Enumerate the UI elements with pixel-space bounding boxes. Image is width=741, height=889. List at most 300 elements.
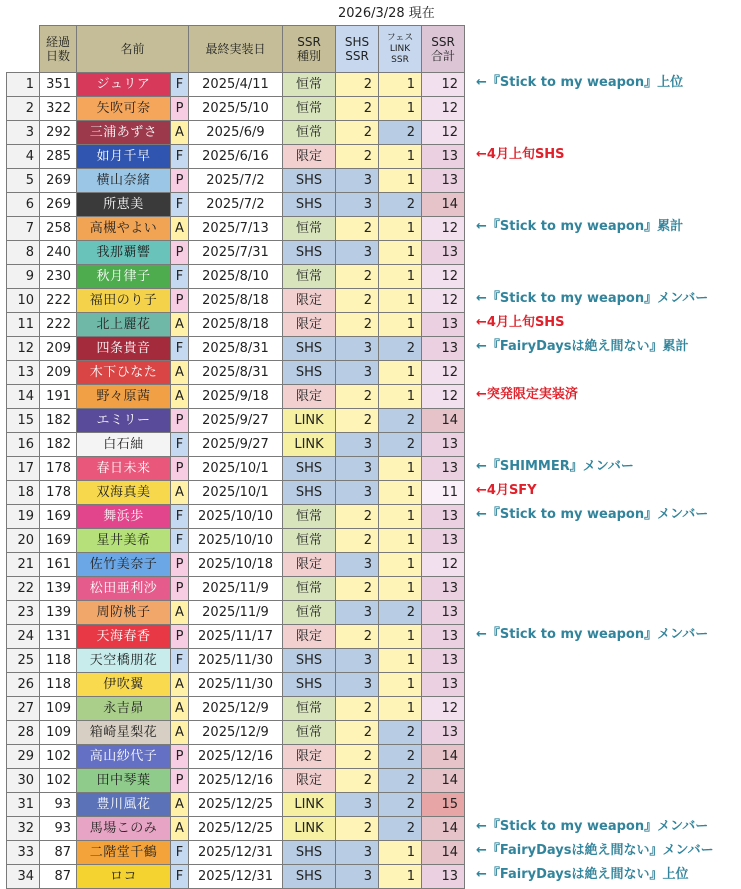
- table-row: [7, 865, 465, 889]
- elapsed-days-cell: 109: [40, 721, 77, 745]
- type-cell: A: [171, 481, 189, 505]
- ssr-total-cell: 12: [422, 697, 465, 721]
- elapsed-days-cell: 209: [40, 337, 77, 361]
- type-cell: A: [171, 121, 189, 145]
- elapsed-days-cell: 93: [40, 793, 77, 817]
- header-shs-ssr: SHS SSR: [336, 26, 379, 73]
- elapsed-days-cell: 222: [40, 313, 77, 337]
- table-row: [7, 169, 465, 193]
- type-cell: F: [171, 841, 189, 865]
- ssr-type-cell: 恒常: [283, 529, 336, 553]
- name-cell: 高槻やよい: [77, 217, 171, 241]
- ssr-total-cell: 13: [422, 145, 465, 169]
- fes-link-ssr-cell: 1: [379, 697, 422, 721]
- shs-ssr-cell: 2: [336, 505, 379, 529]
- elapsed-days-cell: 109: [40, 697, 77, 721]
- table-row: [7, 241, 465, 265]
- table-row: [7, 193, 465, 217]
- type-cell: P: [171, 457, 189, 481]
- shs-ssr-cell: 3: [336, 457, 379, 481]
- ssr-total-cell: 12: [422, 121, 465, 145]
- as-of-date: 2026/3/28 現在: [338, 6, 435, 21]
- table-row: [7, 721, 465, 745]
- last-date-cell: 2025/4/11: [189, 73, 283, 97]
- table-row: [7, 433, 465, 457]
- row-index: 25: [7, 649, 40, 673]
- ssr-total-cell: 12: [422, 553, 465, 577]
- name-cell: 永吉昴: [77, 697, 171, 721]
- ssr-type-cell: 限定: [283, 553, 336, 577]
- row-index: 14: [7, 385, 40, 409]
- elapsed-days-cell: 351: [40, 73, 77, 97]
- fes-link-ssr-cell: 1: [379, 841, 422, 865]
- elapsed-days-cell: 102: [40, 769, 77, 793]
- shs-ssr-cell: 2: [336, 217, 379, 241]
- fes-link-ssr-cell: 2: [379, 601, 422, 625]
- name-cell: 伊吹翼: [77, 673, 171, 697]
- row-index: 28: [7, 721, 40, 745]
- shs-ssr-cell: 3: [336, 793, 379, 817]
- shs-ssr-cell: 2: [336, 625, 379, 649]
- ssr-total-cell: 12: [422, 265, 465, 289]
- row-index: 18: [7, 481, 40, 505]
- shs-ssr-cell: 3: [336, 481, 379, 505]
- last-date-cell: 2025/11/30: [189, 673, 283, 697]
- elapsed-days-cell: 269: [40, 193, 77, 217]
- ssr-total-cell: 13: [422, 241, 465, 265]
- last-date-cell: 2025/9/27: [189, 433, 283, 457]
- elapsed-days-cell: 240: [40, 241, 77, 265]
- shs-ssr-cell: 2: [336, 289, 379, 313]
- row-index: 19: [7, 505, 40, 529]
- elapsed-days-cell: 178: [40, 457, 77, 481]
- type-cell: F: [171, 505, 189, 529]
- type-cell: A: [171, 721, 189, 745]
- elapsed-days-cell: 161: [40, 553, 77, 577]
- name-cell: 秋月律子: [77, 265, 171, 289]
- elapsed-days-cell: 178: [40, 481, 77, 505]
- last-date-cell: 2025/10/1: [189, 481, 283, 505]
- row-note: ←『Stick to my weapon』メンバー: [476, 819, 709, 834]
- ssr-type-cell: SHS: [283, 169, 336, 193]
- row-note: ←4月上旬SHS: [476, 315, 565, 330]
- table-row: [7, 769, 465, 793]
- row-index: 2: [7, 97, 40, 121]
- shs-ssr-cell: 3: [336, 553, 379, 577]
- table-row: [7, 553, 465, 577]
- row-note: ←4月上旬SHS: [476, 147, 565, 162]
- type-cell: P: [171, 169, 189, 193]
- table-row: [7, 313, 465, 337]
- row-index: 3: [7, 121, 40, 145]
- table-row: [7, 265, 465, 289]
- last-date-cell: 2025/10/10: [189, 529, 283, 553]
- ssr-total-cell: 14: [422, 745, 465, 769]
- name-cell: 豊川風花: [77, 793, 171, 817]
- type-cell: A: [171, 793, 189, 817]
- name-cell: 矢吹可奈: [77, 97, 171, 121]
- ssr-total-cell: 13: [422, 433, 465, 457]
- ssr-total-cell: 14: [422, 817, 465, 841]
- last-date-cell: 2025/12/25: [189, 793, 283, 817]
- ssr-total-cell: 13: [422, 169, 465, 193]
- row-index: 8: [7, 241, 40, 265]
- fes-link-ssr-cell: 2: [379, 409, 422, 433]
- name-cell: 箱崎星梨花: [77, 721, 171, 745]
- elapsed-days-cell: 139: [40, 577, 77, 601]
- elapsed-days-cell: 258: [40, 217, 77, 241]
- ssr-type-cell: SHS: [283, 865, 336, 889]
- header-row: [7, 26, 465, 73]
- header-days: 経過 日数: [40, 26, 77, 73]
- shs-ssr-cell: 3: [336, 361, 379, 385]
- fes-link-ssr-cell: 2: [379, 721, 422, 745]
- row-index: 32: [7, 817, 40, 841]
- table-row: [7, 697, 465, 721]
- row-index: 27: [7, 697, 40, 721]
- ssr-total-cell: 12: [422, 385, 465, 409]
- row-note: ←『SHIMMER』メンバー: [476, 459, 634, 474]
- type-cell: A: [171, 217, 189, 241]
- ssr-type-cell: 限定: [283, 289, 336, 313]
- name-cell: 天海春香: [77, 625, 171, 649]
- name-cell: 野々原茜: [77, 385, 171, 409]
- fes-link-ssr-cell: 1: [379, 865, 422, 889]
- name-cell: 馬場このみ: [77, 817, 171, 841]
- ssr-type-cell: 恒常: [283, 73, 336, 97]
- table-row: [7, 793, 465, 817]
- header-name: 名前: [77, 26, 189, 73]
- elapsed-days-cell: 182: [40, 433, 77, 457]
- row-index: 33: [7, 841, 40, 865]
- last-date-cell: 2025/12/16: [189, 769, 283, 793]
- fes-link-ssr-cell: 1: [379, 169, 422, 193]
- last-date-cell: 2025/11/30: [189, 649, 283, 673]
- row-index: 31: [7, 793, 40, 817]
- table-row: [7, 97, 465, 121]
- row-index: 9: [7, 265, 40, 289]
- ssr-total-cell: 13: [422, 721, 465, 745]
- type-cell: P: [171, 289, 189, 313]
- fes-link-ssr-cell: 2: [379, 433, 422, 457]
- ssr-total-cell: 13: [422, 673, 465, 697]
- ssr-total-cell: 12: [422, 97, 465, 121]
- row-note: ←『FairyDaysは絶え間ない』上位: [476, 867, 689, 882]
- shs-ssr-cell: 2: [336, 265, 379, 289]
- table-row: [7, 121, 465, 145]
- ssr-type-cell: 限定: [283, 625, 336, 649]
- row-note: ←4月SFY: [476, 483, 537, 498]
- type-cell: A: [171, 697, 189, 721]
- ssr-total-cell: 12: [422, 361, 465, 385]
- row-index: 16: [7, 433, 40, 457]
- ssr-type-cell: SHS: [283, 337, 336, 361]
- ssr-total-cell: 14: [422, 841, 465, 865]
- row-index: 10: [7, 289, 40, 313]
- row-index: 22: [7, 577, 40, 601]
- type-cell: A: [171, 361, 189, 385]
- elapsed-days-cell: 87: [40, 865, 77, 889]
- ssr-total-cell: 15: [422, 793, 465, 817]
- name-cell: 松田亜利沙: [77, 577, 171, 601]
- fes-link-ssr-cell: 1: [379, 625, 422, 649]
- shs-ssr-cell: 2: [336, 721, 379, 745]
- ssr-total-cell: 13: [422, 865, 465, 889]
- elapsed-days-cell: 102: [40, 745, 77, 769]
- last-date-cell: 2025/7/2: [189, 169, 283, 193]
- name-cell: 如月千早: [77, 145, 171, 169]
- type-cell: A: [171, 817, 189, 841]
- elapsed-days-cell: 269: [40, 169, 77, 193]
- shs-ssr-cell: 3: [336, 169, 379, 193]
- last-date-cell: 2025/11/9: [189, 577, 283, 601]
- name-cell: ロコ: [77, 865, 171, 889]
- fes-link-ssr-cell: 2: [379, 793, 422, 817]
- fes-link-ssr-cell: 1: [379, 241, 422, 265]
- header-fes-link-ssr: フェス LINK SSR: [379, 26, 422, 73]
- ssr-type-cell: SHS: [283, 457, 336, 481]
- ssr-type-cell: LINK: [283, 817, 336, 841]
- header-ssr-type: SSR 種別: [283, 26, 336, 73]
- table-row: [7, 673, 465, 697]
- ssr-total-cell: 13: [422, 337, 465, 361]
- row-index: 12: [7, 337, 40, 361]
- table-row: [7, 625, 465, 649]
- shs-ssr-cell: 3: [336, 865, 379, 889]
- name-cell: 白石紬: [77, 433, 171, 457]
- type-cell: P: [171, 409, 189, 433]
- type-cell: A: [171, 601, 189, 625]
- fes-link-ssr-cell: 1: [379, 505, 422, 529]
- ssr-total-cell: 13: [422, 505, 465, 529]
- elapsed-days-cell: 139: [40, 601, 77, 625]
- last-date-cell: 2025/9/27: [189, 409, 283, 433]
- ssr-type-cell: SHS: [283, 841, 336, 865]
- ssr-type-cell: SHS: [283, 193, 336, 217]
- row-index: 29: [7, 745, 40, 769]
- last-date-cell: 2025/8/10: [189, 265, 283, 289]
- shs-ssr-cell: 2: [336, 745, 379, 769]
- table-row: [7, 505, 465, 529]
- ssr-type-cell: 恒常: [283, 601, 336, 625]
- elapsed-days-cell: 118: [40, 649, 77, 673]
- type-cell: F: [171, 649, 189, 673]
- row-index: 26: [7, 673, 40, 697]
- ssr-type-cell: 限定: [283, 769, 336, 793]
- shs-ssr-cell: 2: [336, 409, 379, 433]
- fes-link-ssr-cell: 2: [379, 817, 422, 841]
- elapsed-days-cell: 209: [40, 361, 77, 385]
- table-row: [7, 73, 465, 97]
- table-row: [7, 289, 465, 313]
- fes-link-ssr-cell: 1: [379, 457, 422, 481]
- ssr-type-cell: 限定: [283, 745, 336, 769]
- header-ssr-total: SSR 合計: [422, 26, 465, 73]
- header-last-date: 最終実装日: [189, 26, 283, 73]
- row-index: 4: [7, 145, 40, 169]
- elapsed-days-cell: 118: [40, 673, 77, 697]
- row-index: 7: [7, 217, 40, 241]
- table-row: [7, 577, 465, 601]
- name-cell: 福田のり子: [77, 289, 171, 313]
- row-note: ←『Stick to my weapon』上位: [476, 75, 684, 90]
- ssr-type-cell: SHS: [283, 673, 336, 697]
- elapsed-days-cell: 230: [40, 265, 77, 289]
- table-row: [7, 385, 465, 409]
- fes-link-ssr-cell: 1: [379, 385, 422, 409]
- last-date-cell: 2025/7/2: [189, 193, 283, 217]
- shs-ssr-cell: 3: [336, 337, 379, 361]
- ssr-type-cell: 恒常: [283, 265, 336, 289]
- ssr-total-cell: 13: [422, 649, 465, 673]
- ssr-type-cell: 限定: [283, 145, 336, 169]
- shs-ssr-cell: 3: [336, 241, 379, 265]
- fes-link-ssr-cell: 1: [379, 481, 422, 505]
- type-cell: P: [171, 577, 189, 601]
- shs-ssr-cell: 2: [336, 769, 379, 793]
- shs-ssr-cell: 3: [336, 433, 379, 457]
- row-index: 15: [7, 409, 40, 433]
- ssr-type-cell: LINK: [283, 793, 336, 817]
- name-cell: ジュリア: [77, 73, 171, 97]
- ssr-type-cell: 限定: [283, 313, 336, 337]
- table-row: [7, 529, 465, 553]
- row-note: ←『Stick to my weapon』メンバー: [476, 627, 709, 642]
- row-index: 6: [7, 193, 40, 217]
- last-date-cell: 2025/12/9: [189, 721, 283, 745]
- table-row: [7, 841, 465, 865]
- fes-link-ssr-cell: 1: [379, 145, 422, 169]
- ssr-total-cell: 13: [422, 529, 465, 553]
- fes-link-ssr-cell: 1: [379, 529, 422, 553]
- ssr-type-cell: SHS: [283, 481, 336, 505]
- fes-link-ssr-cell: 1: [379, 97, 422, 121]
- shs-ssr-cell: 3: [336, 601, 379, 625]
- fes-link-ssr-cell: 1: [379, 73, 422, 97]
- ssr-type-cell: 恒常: [283, 505, 336, 529]
- name-cell: 高山紗代子: [77, 745, 171, 769]
- fes-link-ssr-cell: 1: [379, 361, 422, 385]
- row-note: ←『Stick to my weapon』メンバー: [476, 291, 709, 306]
- ssr-type-cell: SHS: [283, 241, 336, 265]
- name-cell: 北上麗花: [77, 313, 171, 337]
- table-row: [7, 337, 465, 361]
- fes-link-ssr-cell: 2: [379, 769, 422, 793]
- row-note: ←突発限定実装済: [476, 387, 578, 402]
- shs-ssr-cell: 2: [336, 817, 379, 841]
- type-cell: P: [171, 745, 189, 769]
- shs-ssr-cell: 3: [336, 673, 379, 697]
- table-row: [7, 361, 465, 385]
- row-index: 21: [7, 553, 40, 577]
- row-index: 24: [7, 625, 40, 649]
- ssr-type-cell: 恒常: [283, 721, 336, 745]
- table-row: [7, 481, 465, 505]
- ssr-type-cell: SHS: [283, 361, 336, 385]
- header-blank: [7, 26, 40, 73]
- ssr-type-cell: 恒常: [283, 121, 336, 145]
- shs-ssr-cell: 2: [336, 529, 379, 553]
- type-cell: A: [171, 313, 189, 337]
- ssr-total-cell: 14: [422, 769, 465, 793]
- ssr-table: [6, 25, 465, 889]
- type-cell: F: [171, 73, 189, 97]
- name-cell: 所恵美: [77, 193, 171, 217]
- row-index: 30: [7, 769, 40, 793]
- type-cell: A: [171, 385, 189, 409]
- elapsed-days-cell: 285: [40, 145, 77, 169]
- row-index: 17: [7, 457, 40, 481]
- last-date-cell: 2025/7/13: [189, 217, 283, 241]
- shs-ssr-cell: 2: [336, 577, 379, 601]
- row-note: ←『Stick to my weapon』累計: [476, 219, 684, 234]
- last-date-cell: 2025/12/16: [189, 745, 283, 769]
- fes-link-ssr-cell: 1: [379, 553, 422, 577]
- table-row: [7, 457, 465, 481]
- name-cell: 双海真美: [77, 481, 171, 505]
- name-cell: 星井美希: [77, 529, 171, 553]
- table-row: [7, 409, 465, 433]
- ssr-type-cell: LINK: [283, 433, 336, 457]
- name-cell: エミリー: [77, 409, 171, 433]
- last-date-cell: 2025/12/25: [189, 817, 283, 841]
- last-date-cell: 2025/10/1: [189, 457, 283, 481]
- ssr-type-cell: 限定: [283, 385, 336, 409]
- name-cell: 木下ひなた: [77, 361, 171, 385]
- name-cell: 舞浜歩: [77, 505, 171, 529]
- fes-link-ssr-cell: 1: [379, 577, 422, 601]
- last-date-cell: 2025/9/18: [189, 385, 283, 409]
- shs-ssr-cell: 2: [336, 73, 379, 97]
- last-date-cell: 2025/8/31: [189, 337, 283, 361]
- ssr-total-cell: 14: [422, 193, 465, 217]
- row-index: 5: [7, 169, 40, 193]
- last-date-cell: 2025/8/18: [189, 289, 283, 313]
- type-cell: F: [171, 865, 189, 889]
- last-date-cell: 2025/12/31: [189, 865, 283, 889]
- ssr-total-cell: 12: [422, 73, 465, 97]
- type-cell: P: [171, 553, 189, 577]
- row-note: ←『Stick to my weapon』メンバー: [476, 507, 709, 522]
- last-date-cell: 2025/5/10: [189, 97, 283, 121]
- row-note: ←『FairyDaysは絶え間ない』メンバー: [476, 843, 714, 858]
- fes-link-ssr-cell: 1: [379, 265, 422, 289]
- elapsed-days-cell: 131: [40, 625, 77, 649]
- name-cell: 二階堂千鶴: [77, 841, 171, 865]
- name-cell: 佐竹美奈子: [77, 553, 171, 577]
- ssr-total-cell: 13: [422, 577, 465, 601]
- table-row: [7, 217, 465, 241]
- fes-link-ssr-cell: 2: [379, 193, 422, 217]
- type-cell: F: [171, 433, 189, 457]
- shs-ssr-cell: 2: [336, 697, 379, 721]
- type-cell: A: [171, 673, 189, 697]
- row-index: 23: [7, 601, 40, 625]
- last-date-cell: 2025/6/16: [189, 145, 283, 169]
- name-cell: 横山奈緒: [77, 169, 171, 193]
- elapsed-days-cell: 191: [40, 385, 77, 409]
- last-date-cell: 2025/11/9: [189, 601, 283, 625]
- fes-link-ssr-cell: 2: [379, 337, 422, 361]
- ssr-total-cell: 14: [422, 409, 465, 433]
- last-date-cell: 2025/8/31: [189, 361, 283, 385]
- table-row: [7, 601, 465, 625]
- elapsed-days-cell: 169: [40, 505, 77, 529]
- type-cell: F: [171, 337, 189, 361]
- last-date-cell: 2025/7/31: [189, 241, 283, 265]
- row-index: 13: [7, 361, 40, 385]
- last-date-cell: 2025/8/18: [189, 313, 283, 337]
